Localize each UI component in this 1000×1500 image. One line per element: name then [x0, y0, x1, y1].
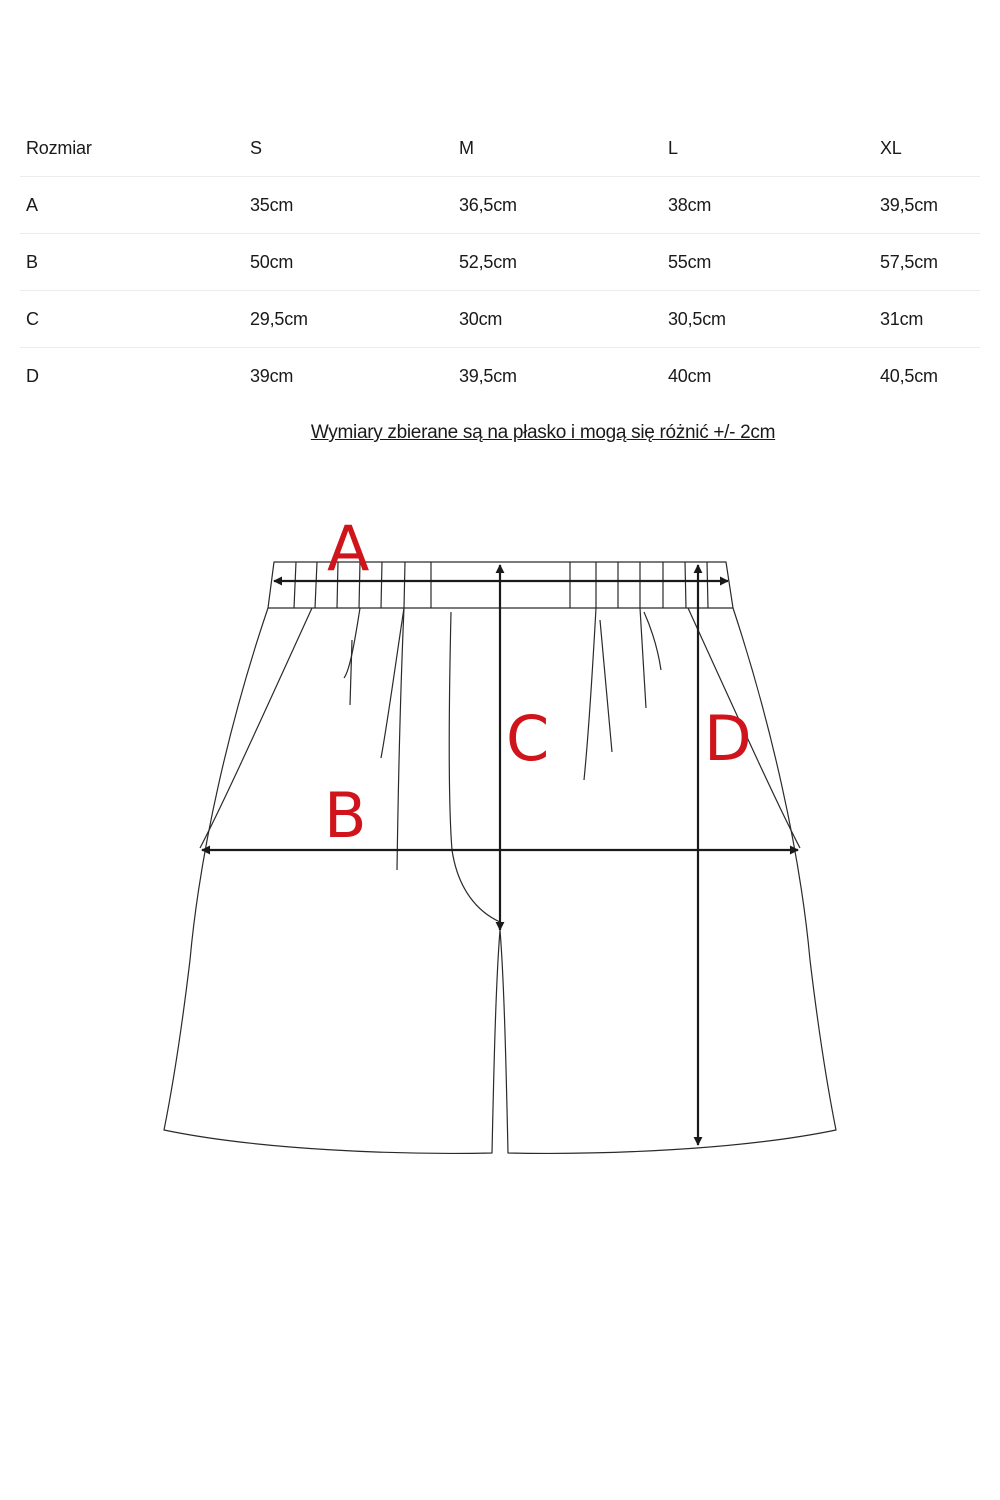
table-cell: 52,5cm: [459, 251, 517, 272]
measurement-note: Wymiary zbierane są na płasko i mogą się różnić +/- 2cm: [310, 422, 776, 443]
label-a: A: [327, 512, 370, 585]
table-cell: 35cm: [250, 194, 294, 215]
table-cell: 39,5cm: [880, 194, 938, 215]
table-cell: 40cm: [668, 365, 712, 386]
row-label-a: A: [26, 194, 38, 215]
table-cell: 50cm: [250, 251, 294, 272]
label-c: C: [506, 702, 550, 775]
table-cell: 30,5cm: [668, 308, 726, 329]
header-size-label: Rozmiar: [26, 137, 92, 158]
label-b: B: [324, 779, 367, 852]
header-size-m: M: [459, 137, 474, 158]
table-cell: 36,5cm: [459, 194, 517, 215]
table-cell: 55cm: [668, 251, 712, 272]
table-cell: 40,5cm: [880, 365, 938, 386]
table-cell: 30cm: [459, 308, 503, 329]
table-cell: 57,5cm: [880, 251, 938, 272]
header-size-xl: XL: [880, 137, 902, 158]
header-size-s: S: [250, 137, 262, 158]
table-cell: 38cm: [668, 194, 712, 215]
header-size-l: L: [668, 137, 678, 158]
table-cell: 39,5cm: [459, 365, 517, 386]
table-cell: 39cm: [250, 365, 294, 386]
row-label-d: D: [26, 365, 39, 386]
table-cell: 29,5cm: [250, 308, 308, 329]
table-cell: 31cm: [880, 308, 924, 329]
row-label-b: B: [26, 251, 38, 272]
row-label-c: C: [26, 308, 39, 329]
label-d: D: [704, 702, 752, 775]
